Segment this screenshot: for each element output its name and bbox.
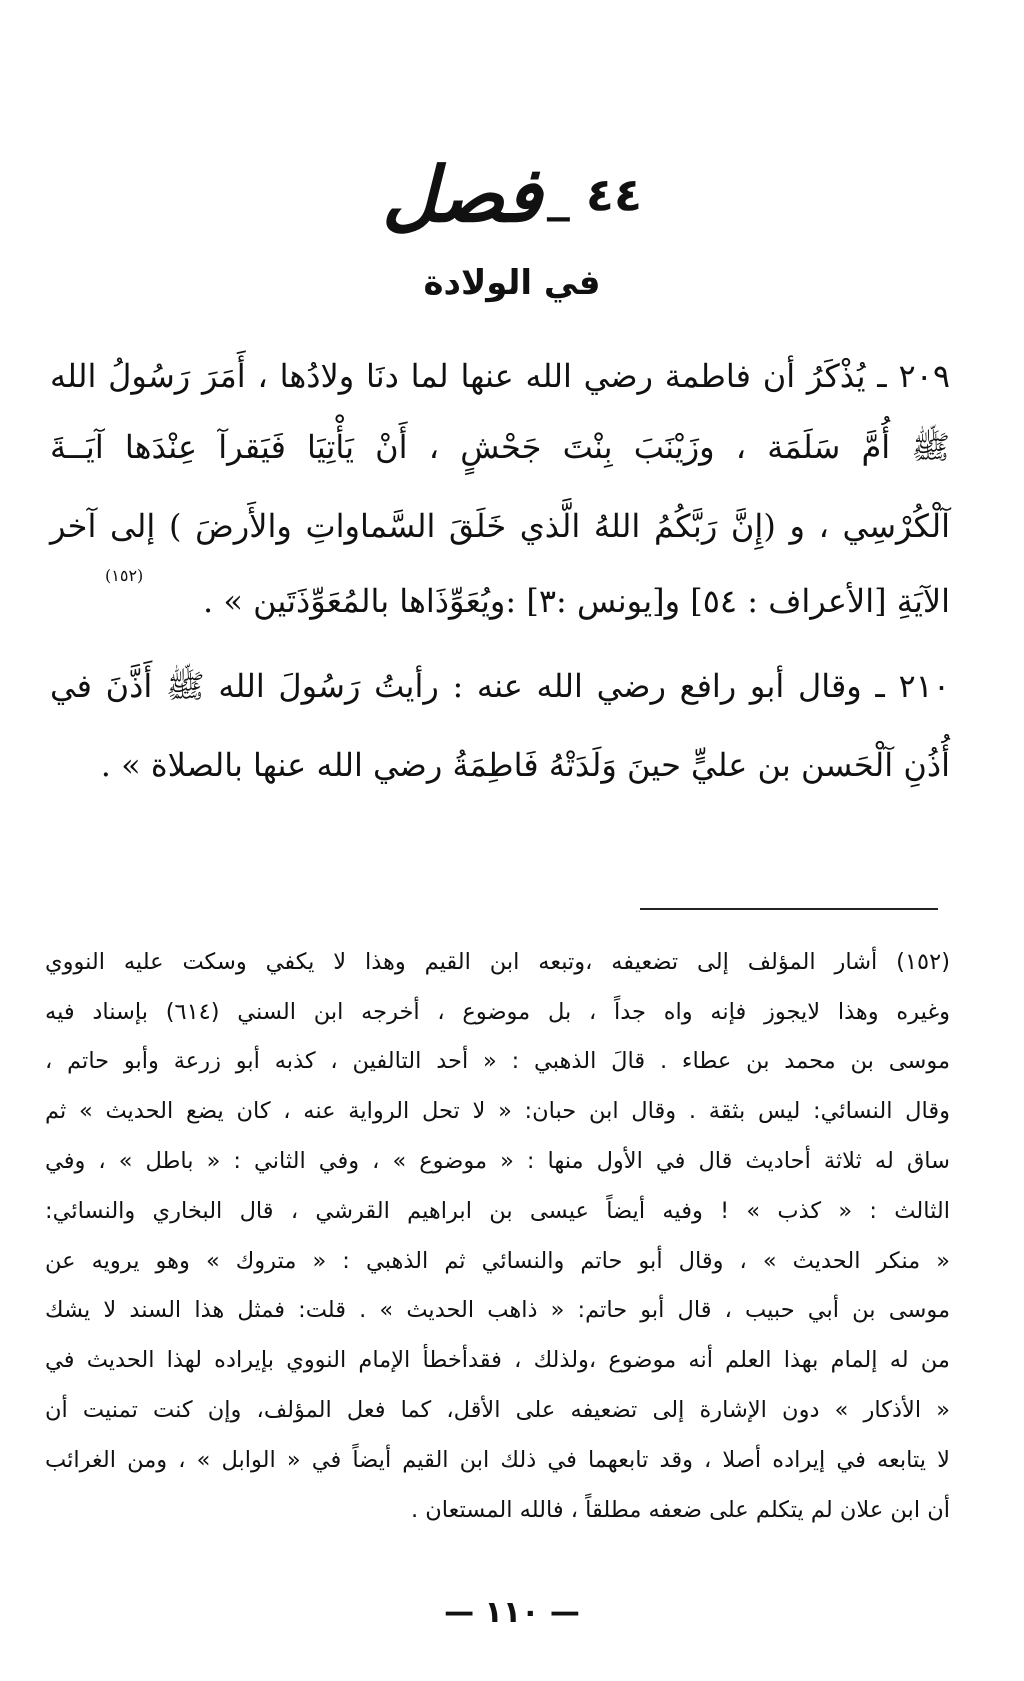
footnote-line: وغيره وهذا لايجوز فإنه واه جداً ، بل موضوع ، أخرجه ابن السني (٦١٤) بإسناد فيه xyxy=(45,998,951,1025)
hadith-209-line-4: الآيَةِ [الأعراف : ٥٤] و[يونس :٣] :ويُعَوِّذَاها بالمُعَوِّذَتَين » . xyxy=(202,581,950,620)
footnote-152 xyxy=(45,937,950,1535)
hadith-210-line-2: أُذُنِ آلْحَسن بن عليٍّ حينَ وَلَدَتْهُ فَاطِمَةُ رضي الله عنها بالصلاة » . xyxy=(100,745,950,784)
page-number: — ١١٠ — xyxy=(444,1595,580,1630)
hadith-209 xyxy=(50,338,950,638)
footnote-line: أن ابن علان لم يتكلم على ضعفه مطلقاً ، فالله المستعان . xyxy=(410,1496,950,1523)
footnote-line: « الأذكار » دون الإشارة إلى تضعيفه على الأقل، كما فعل المؤلف، وإن كنت تمنيت أن xyxy=(45,1397,950,1424)
hadith-209-line-3: آلْكُرْسِي ، و (إِنَّ رَبَّكُمُ اللهُ الَّذي خَلَقَ السَّماواتِ والأَرضَ ) إلى آخر xyxy=(50,506,950,545)
footnote-line: موسى بن محمد بن عطاء . قالَ الذهبي : « أحد التالفين ، كذبه أبو زرعة وأبو حاتم ، xyxy=(45,1048,950,1075)
hadith-209-line-2: ﷺ أُمَّ سَلَمَة ، وزَيْنَبَ بِنْتَ جَحْشٍ ، أَنْ يَأْتِيَا فَيَقرآ عِنْدَها آيَــةَ xyxy=(50,427,950,466)
hadith-210-line-1: ٢١٠ ـ وقال أبو رافع رضي الله عنه : رأيتُ رَسُولَ الله ﷺ أَذَّنَ في xyxy=(50,666,951,705)
footnote-line: ساق له ثلاثة أحاديث قال في الأول منها : « موضوع » ، وفي الثاني : « باطل » ، وفي xyxy=(45,1148,950,1175)
footnote-line: وقال النسائي: ليس بثقة . وقال ابن حبان: « لا تحل الرواية عنه ، كان يضع الحديث » ثم xyxy=(45,1098,950,1125)
hadith-210 xyxy=(50,652,950,802)
chapter-heading xyxy=(0,150,1024,239)
footnote-separator xyxy=(640,908,938,910)
footnote-line: من له إلمام بهذا العلم أنه موضوع ،ولذلك ، فقدأخطأ الإمام النووي بإيراده لهذا الحديث في xyxy=(45,1347,950,1374)
chapter-number: ٤٤ _ xyxy=(546,167,643,222)
chapter-subtitle: في الولادة xyxy=(423,263,601,303)
footnote-line: الثالث : « كذب » ! وفيه أيضاً عيسى بن ابراهيم القرشي ، قال البخاري والنسائي: xyxy=(45,1197,950,1224)
footnote-reference: (١٥٢) xyxy=(105,566,144,585)
footnote-line: موسى بن أبي حبيب ، قال أبو حاتم: « ذاهب الحديث » . قلت: فمثل هذا السند لا يشك xyxy=(45,1297,950,1324)
hadith-209-line-1: ٢٠٩ ـ يُذْكَرُ أن فاطمة رضي الله عنها لما دنَا ولادُها ، أَمَرَ رَسُولُ الله xyxy=(50,356,951,395)
footnote-line: « منكر الحديث » ، وقال أبو حاتم والنسائي ثم الذهبي : « متروك » وهو يرويه عن xyxy=(45,1247,950,1274)
chapter-title: فصل xyxy=(381,150,542,239)
footnote-line: (١٥٢) أشار المؤلف إلى تضعيفه ،وتبعه ابن القيم وهذا لا يكفي وسكت عليه النووي xyxy=(45,948,950,975)
footnote-line: لا يتابعه في إيراده أصلا ، وقد تابعهما في ذلك ابن القيم أيضاً في « الوابل » ، ومن الغرائب xyxy=(45,1446,950,1473)
